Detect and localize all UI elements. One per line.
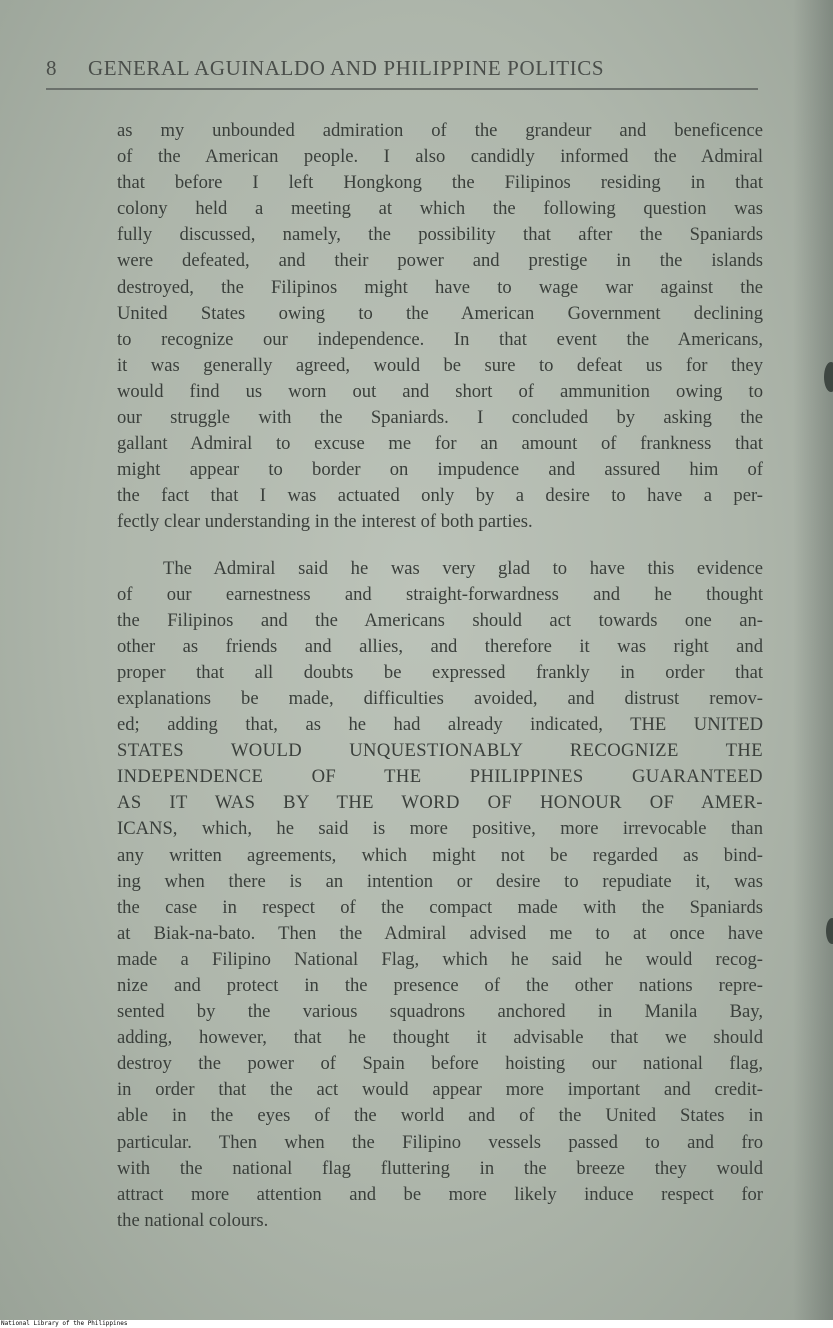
text-line: fectly clear understanding in the interest of both parties. [117,511,533,533]
text-line: colony held a meeting at which the following question was [117,198,763,220]
text-line: explanations be made, difficulties avoided, and distrust remov- [117,687,763,709]
text-line: particular. Then when the Filipino vessels passed to and fro [117,1131,763,1153]
text-line: other as friends and allies, and therefore it was right and [117,635,763,657]
text-line: any written agreements, which might not be regarded as bind- [117,844,763,866]
text-line: the national colours. [117,1209,269,1231]
paragraph-1 [117,118,763,536]
text-line: proper that all doubts be expressed frankly in order that [117,661,763,683]
header-rule [46,88,758,90]
text-line: were defeated, and their power and prestige in the islands [117,250,763,272]
text-line: destroyed, the Filipinos might have to wage war against the [117,276,763,298]
text-line: that before I left Hongkong the Filipinos residing in that [117,172,763,194]
text-line: it was generally agreed, would be sure to defeat us for they [117,354,763,376]
text-line: would find us worn out and short of ammunition owing to [117,380,763,402]
text-line: the fact that I was actuated only by a desire to have a per- [117,485,763,507]
text-line: ICANS, which, he said is more positive, more irrevocable than [117,818,763,840]
text-line: attract more attention and be more likely induce respect for [117,1183,763,1205]
text-line: of our earnestness and straight-forwardness and he thought [117,583,763,605]
binding-hole-mark [824,362,833,392]
text-line: as my unbounded admiration of the grandeur and beneficence [117,120,763,141]
text-line: sented by the various squadrons anchored in Manila Bay, [117,1001,763,1023]
text-line: ed; adding that, as he had already indicated, THE UNITED [117,714,763,736]
text-line: of the American people. I also candidly informed the Admiral [117,146,763,168]
running-title: GENERAL AGUINALDO AND PHILIPPINE POLITICS [88,56,605,80]
body-text [117,118,763,1234]
text-line: in order that the act would appear more important and credit- [117,1079,763,1101]
paragraph-gap [117,536,763,556]
text-line: The Admiral said he was very glad to have this evidence [163,557,763,579]
page-edge-shadow [793,0,833,1320]
text-line: STATES WOULD UNQUESTIONABLY RECOGNIZE THE [117,740,763,762]
text-line: able in the eyes of the world and of the United States in [117,1105,763,1127]
binding-hole-mark [826,918,833,944]
text-line: nize and protect in the presence of the other nations repre- [117,975,763,996]
text-line: made a Filipino National Flag, which he said he would recog- [117,948,763,970]
page-number: 8 [46,56,58,80]
paragraph-2 [117,556,763,1234]
text-line: our struggle with the Spaniards. I concluded by asking the [117,407,763,429]
text-line: United States owing to the American Government declining [117,302,763,324]
text-line: INDEPENDENCE OF THE PHILIPPINES GUARANTEED [117,766,763,788]
text-line: adding, however, that he thought it advisable that we should [117,1027,763,1049]
text-line: to recognize our independence. In that event the Americans, [117,328,763,350]
text-line: the case in respect of the compact made with the Spaniards [117,896,763,918]
text-line: the Filipinos and the Americans should act towards one an- [117,609,763,631]
text-line: AS IT WAS BY THE WORD OF HONOUR OF AMER- [117,792,763,814]
text-line: fully discussed, namely, the possibility that after the Spaniards [117,224,763,246]
text-line: with the national flag fluttering in the breeze they would [117,1157,763,1179]
running-header [46,56,758,90]
text-line: at Biak-na-bato. Then the Admiral advised me to at once have [117,922,763,944]
scan-footer [0,1320,833,1328]
text-line: might appear to border on impudence and assured him of [117,459,763,481]
text-line: gallant Admiral to excuse me for an amount of frankness that [117,433,763,455]
library-credit: National Library of the Philippines [1,1320,128,1327]
text-line: ing when there is an intention or desire to repudiate it, was [117,870,763,892]
text-line: destroy the power of Spain before hoisting our national flag, [117,1053,763,1075]
